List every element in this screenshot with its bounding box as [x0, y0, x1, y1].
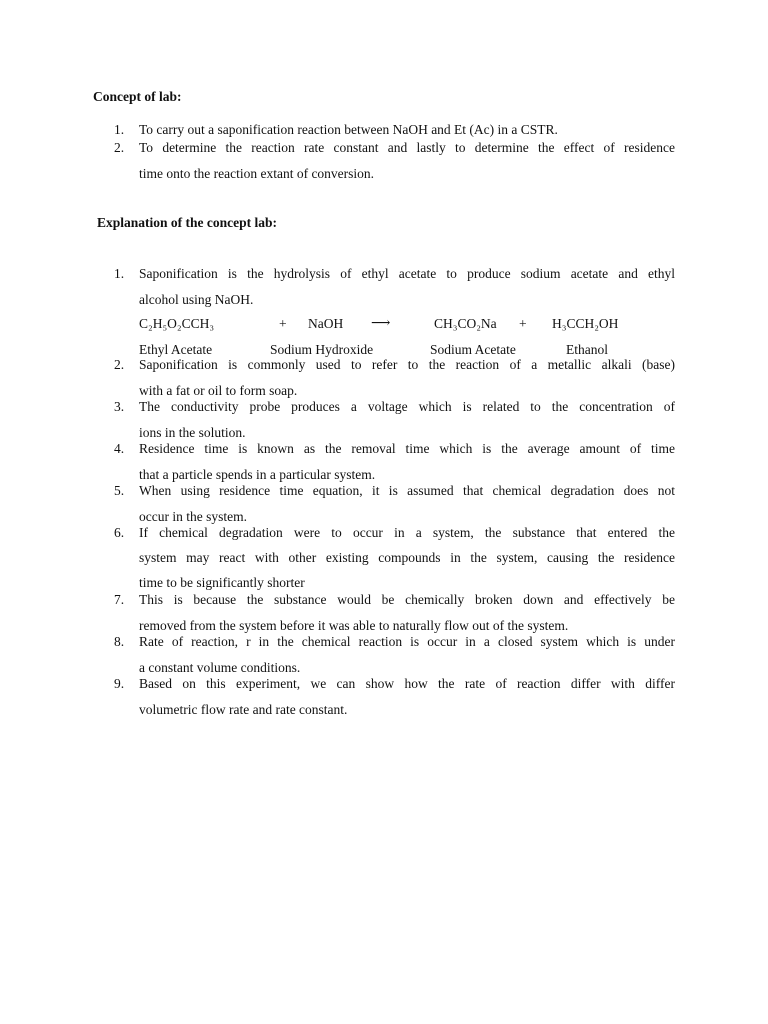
list-number: 9. [114, 676, 125, 691]
list-number: 7. [114, 592, 125, 607]
explanation-item-8 [114, 634, 675, 676]
explanation-item-6-line-3: time to be significantly shorter [139, 575, 305, 590]
concept-heading: Concept of lab: [93, 89, 182, 104]
explanation-item-9-line-1: Based on this experiment, we can show how the rate of reaction differ with differ [139, 676, 675, 691]
explanation-item-9-line-2: volumetric flow rate and rate constant. [139, 702, 348, 717]
explanation-item-2 [114, 357, 675, 399]
explanation-item-7 [114, 592, 675, 634]
explanation-item-1-line-2: alcohol using NaOH. [139, 292, 254, 307]
concept-item-2 [114, 140, 675, 182]
explanation-item-3-line-2: ions in the solution. [139, 425, 246, 440]
explanation-heading: Explanation of the concept lab: [97, 215, 278, 230]
list-number: 4. [114, 441, 125, 456]
concept-item-1-line-1: To carry out a saponification reaction between NaOH and Et (Ac) in a CSTR. [139, 122, 558, 137]
explanation-item-6 [114, 525, 675, 591]
explanation-item-5-line-2: occur in the system. [139, 509, 247, 524]
reactant-ethyl-acetate-formula: C₂H₅O₂CCH₃ [139, 316, 215, 331]
explanation-item-1 [114, 266, 675, 308]
explanation-item-3 [114, 399, 675, 441]
reactant-naoh-formula: NaOH [308, 316, 344, 331]
list-number: 2. [114, 357, 125, 372]
list-number: 3. [114, 399, 125, 414]
explanation-item-7-line-2: removed from the system before it was able to naturally flow out of the system. [139, 618, 569, 633]
concept-item-2-line-2: time onto the reaction extant of conversion. [139, 166, 375, 181]
product-ethanol-formula: H₃CCH₂OH [552, 316, 619, 331]
explanation-item-7-line-1: This is because the substance would be chemically broken down and effectively be [139, 592, 675, 607]
list-number: 6. [114, 525, 125, 540]
plus-sign: + [279, 316, 287, 331]
label-ethanol: Ethanol [566, 342, 608, 357]
concept-item-1 [114, 122, 675, 138]
explanation-item-5 [114, 483, 675, 525]
explanation-item-6-line-2: system may react with other existing compounds in the system, causing the residence [139, 550, 675, 565]
explanation-item-3-line-1: The conductivity probe produces a voltage which is related to the concentration of [139, 399, 675, 414]
explanation-item-2-line-2: with a fat or oil to form soap. [139, 383, 298, 398]
reaction-arrow: ⟶ [371, 315, 391, 330]
product-sodium-acetate-formula: CH₃CO₂Na [434, 316, 497, 331]
explanation-item-5-line-1: When using residence time equation, it is assumed that chemical degradation does not [139, 483, 675, 498]
label-sodium-acetate: Sodium Acetate [430, 342, 516, 357]
explanation-item-4 [114, 441, 675, 483]
list-number: 1. [114, 122, 125, 137]
explanation-item-9 [114, 676, 675, 718]
label-ethyl-acetate: Ethyl Acetate [139, 342, 213, 357]
explanation-item-2-line-1: Saponification is commonly used to refer to the reaction of a metallic alkali (base) [139, 357, 675, 372]
explanation-item-1-line-1: Saponification is the hydrolysis of ethyl acetate to produce sodium acetate and ethyl [139, 266, 675, 281]
explanation-item-6-line-1: If chemical degradation were to occur in a system, the substance that entered the [139, 525, 675, 540]
explanation-item-8-line-2: a constant volume conditions. [139, 660, 301, 675]
explanation-item-4-line-2: that a particle spends in a particular system. [139, 467, 376, 482]
list-number: 5. [114, 483, 125, 498]
explanation-item-4-line-1: Residence time is known as the removal time which is the average amount of time [139, 441, 675, 456]
explanation-item-8-line-1: Rate of reaction, r in the chemical reaction is occur in a closed system which is under [139, 634, 675, 649]
concept-item-2-line-1: To determine the reaction rate constant and lastly to determine the effect of residence [139, 140, 675, 155]
list-number: 2. [114, 140, 125, 155]
label-sodium-hydroxide: Sodium Hydroxide [270, 342, 374, 357]
list-number: 8. [114, 634, 125, 649]
list-number: 1. [114, 266, 125, 281]
plus-sign: + [519, 316, 527, 331]
